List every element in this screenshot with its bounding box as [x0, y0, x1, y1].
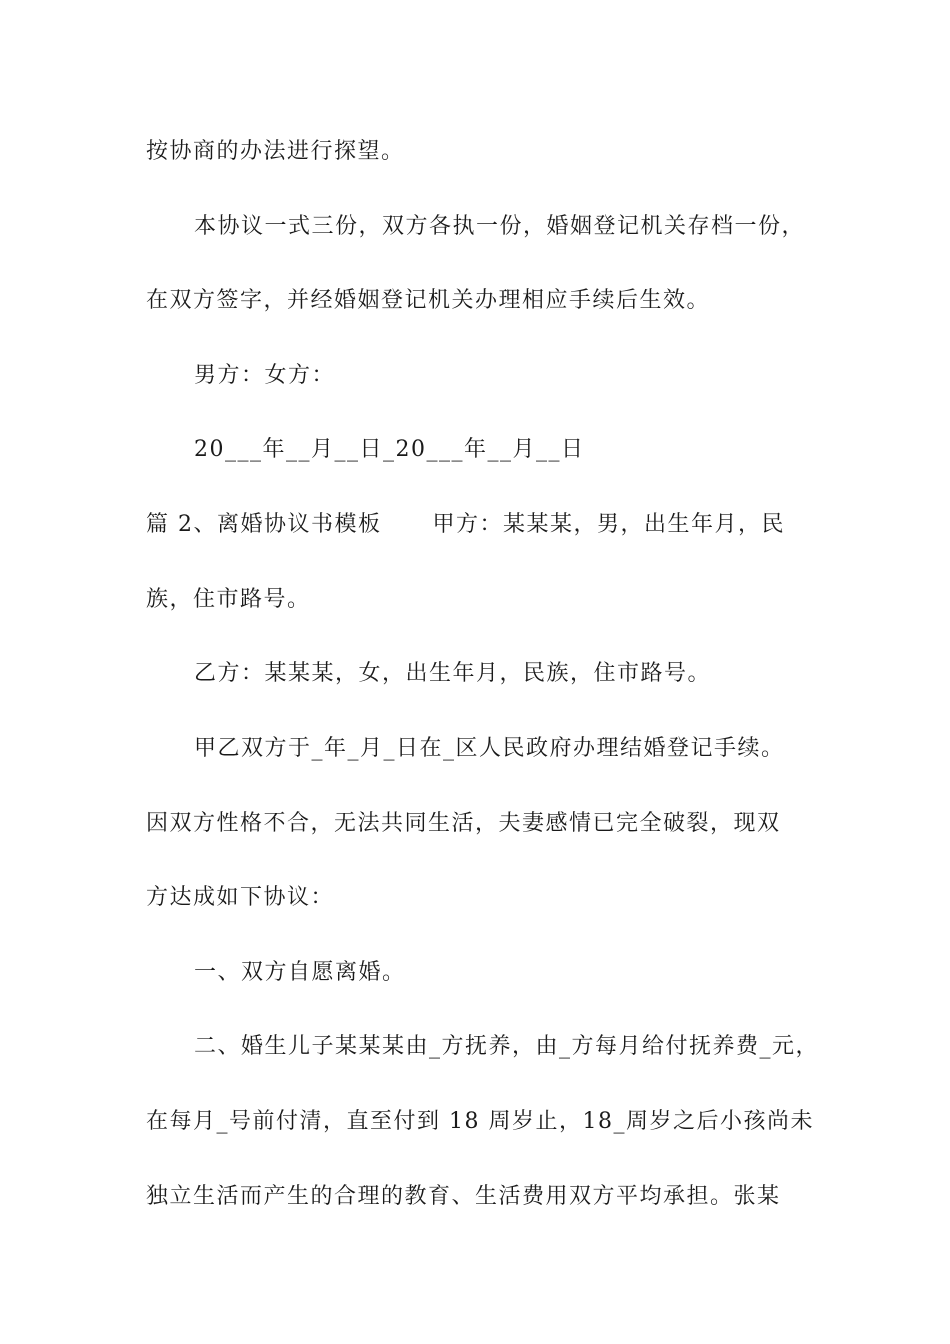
- text-line: 因双方性格不合，无法共同生活，夫妻感情已完全破裂，现双: [146, 811, 781, 836]
- text-line: 甲乙双方于_年_月_日在_区人民政府办理结婚登记手续。: [194, 736, 785, 761]
- text-line: 独立生活而产生的合理的教育、生活费用双方平均承担。张某: [146, 1184, 781, 1209]
- text-line: 方达成如下协议：: [146, 885, 335, 910]
- date-line: 20___年__月__日_20___年__月__日: [194, 437, 585, 462]
- section-heading-line: 篇 2、离婚协议书模板 甲方：某某某，男，出生年月，民: [146, 512, 785, 537]
- clause-line: 一、双方自愿离婚。: [194, 960, 406, 985]
- text-line: 在双方签字，并经婚姻登记机关办理相应手续后生效。: [146, 288, 711, 313]
- clause-line: 二、婚生儿子某某某由_方抚养，由_方每月给付抚养费_元，: [194, 1034, 820, 1059]
- text-line: 按协商的办法进行探望。: [146, 139, 405, 164]
- signature-labels: 男方：女方：: [194, 363, 336, 388]
- text-line: 乙方：某某某，女，出生年月，民族，住市路号。: [194, 661, 712, 686]
- text-line: 族，住市路号。: [146, 587, 311, 612]
- text-line: 本协议一式三份，双方各执一份，婚姻登记机关存档一份，: [194, 214, 806, 239]
- text-line: 在每月_号前付清，直至付到 18 周岁止，18_周岁之后小孩尚未: [146, 1109, 814, 1134]
